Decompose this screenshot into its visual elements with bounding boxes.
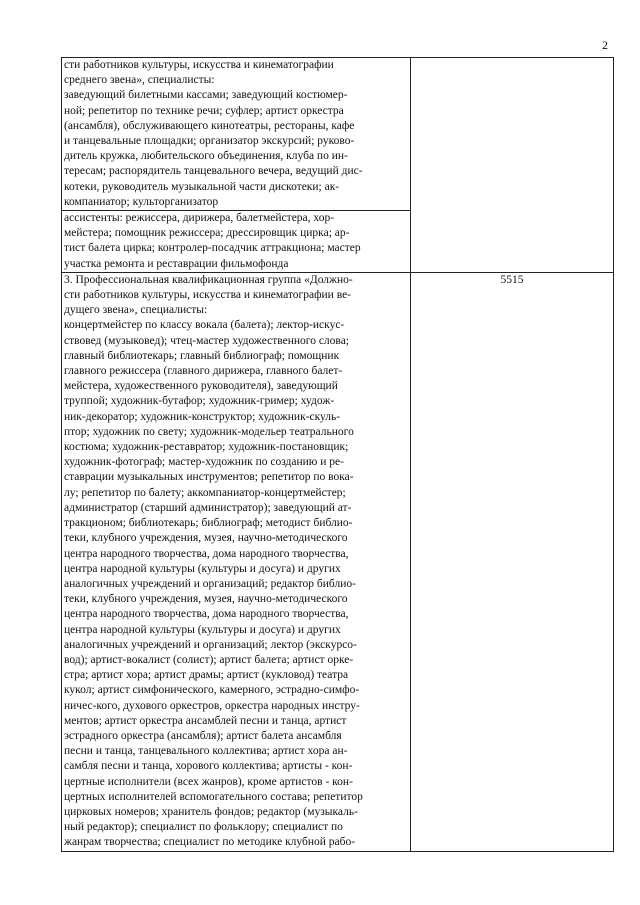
position-list-text: 3. Профессиональная квалификационная группа «Должно- сти работников культуры, искусства и кинематографии ве- дущего звена», специалисты: концертмейстер по классу вокала (балета); лектор-искус- ствовед (музыковед); чтец-мастер художественного слова; главный библиотекарь; главный библиограф; помощник главного режиссера (главного дирижера, главного балет- мейстера, художественного руководителя), заведующий труппой; художник-бутафор; художник-гример; худож- ник-декоратор; художник-конструктор; художник-скуль- птор; художник по свету; художник-модельер театрального костюма; художник-реставратор; художник-постановщик; художник-фотограф; мастер-художник по созданию и ре- ставрации музыкальных инструментов; репетитор по вока- лу; репетитор по балету; аккомпаниатор-концертмейстер; администратор (старший администратор); заведующий ат- тракционом; библиотекарь; библиограф; методист библио- теки, клубного учреждения, музея, научно-методического центра народного творчества, дома народного творчества, центра народной культуры (культуры и досуга) и других аналогичных учреждений и организаций; редактор библио- теки, клубного учреждения, музея, научно-методического центра народного творчества, дома народного творчества, центра народной культуры (культуры и досуга) и других аналогичных учреждений и организаций; лектор (экскурсо- вод); артист-вокалист (солист); артист балета; артист орке- стра; артист хора; артист драмы; артист (кукловод) театра кукол; артист симфонического, камерного, эстрадно-симфо- ничес-кого, духового оркестров, оркестра народных инстру- ментов; артист оркестра ансамблей песни и танца, артист эстрадного оркестра (ансамбля); артист балета ансамбля песни и танца, танцевального коллектива; артист хора ан- самбля песни и танца, хорового коллектива; артисты - кон- цертные исполнители (всех жанров), кроме артистов - кон- цертных исполнителей вспомогательного состава; репетитор цирковых номеров; хранитель фондов; редактор (музыкаль- ный редактор); специалист по фольклору; специалист по жанрам творчества; специалист по методике клубной рабо- [64,273,363,849]
position-cell [62,272,411,851]
position-cell [62,58,411,273]
salary-cell [411,58,614,273]
position-list-text: сти работников культуры, искусства и кинематографии среднего звена», специалисты: заведующий билетными кассами; заведующий костюмер- ной; репетитор по технике речи; суфлер; артист оркестра (ансамбля), обслуживающего кинотеатры, рестораны, кафе и танцевальные площадки; организатор экскурсий; руково- дитель кружка, любительского объединения, клуба по ин- тересам; распорядитель танцевального вечера, ведущий дис- котеки, руководитель музыкальной части дискотеки; ак- компаниатор; культорганизатор [64,59,363,208]
position-list-text: ассистенты: режиссера, дирижера, балетмейстера, хор- мейстера; помощник режиссера; дрессировщик цирка; ар- тист балета цирка; контролер-посадчик аттракциона; мастер участка ремонта и реставрации фильмофонда [64,212,361,270]
salary-table [61,57,614,852]
table-row [62,272,614,851]
page-number: 2 [602,38,608,52]
salary-cell: 5515 [411,272,614,851]
table-row [62,58,614,273]
